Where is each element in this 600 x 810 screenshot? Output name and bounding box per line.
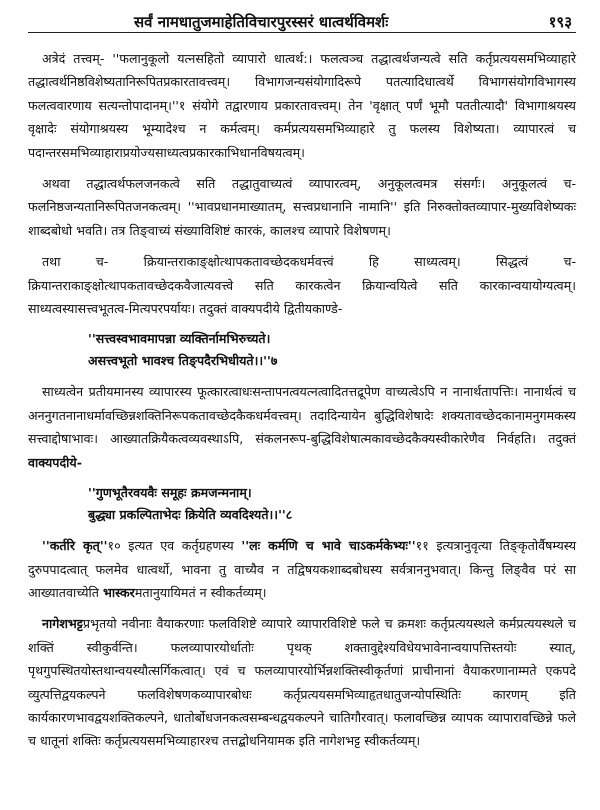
paragraph-4-source: वाक्यपदीये-: [28, 454, 82, 470]
paragraph-6-text: प्रभृतयो नवीनाः वैयाकरणाः फलविशिष्टे व्यापारे व्यापारविशिष्टे फले च क्रमशः कर्तृप्रत्ययस्थले कर्मप्रत्ययस्थले च शक्तिं स्वीकुर्वन्ति। फलव्यापारयोर्धातोः पृथक् शक्तावुद्देश्यविधेयभावेनान्वयापत्तिस्तयोः स्यात्, पृथगुपस्थितयोस्तथान्वयस्यौत्सर्गिकत्वात्। एवं च फलव्यापारयोर्भिन्नशक्तिस्वीकृर्तणां प्राचीनानां वैयाकरणानाम्मते एकपदे व्युत्पत्तिद्वयकल्पने फलविशेषणकव्यापारबोधः कर्तृप्रत्ययसमभिव्याहृतधातुजन्योपस्थितिः कारणम् इति कार्यकारणभावद्वयशक्तिकल्पने, धातोर्बोधजनकत्वसम्बन्धद्वयकल्पने चातिगौरवात्। फलावच्छिन्न व्यापक व्यापारावच्छिन्ने फले च धातूनां शक्तिः कर्तृप्रत्ययसमभिव्याहारश्च तत्तद्बोधनियामक इति नागेशभट्ट स्वीकर्तव्यम्।: [28, 616, 576, 749]
paragraph-6: [28, 612, 576, 752]
header-title: सर्वं नामधातुजमाहेतिविचारपुरस्सरं धात्वर्थविमर्शः: [134, 13, 389, 31]
name-bhaskara: भास्कर: [103, 584, 135, 600]
verse-quote-1: [88, 328, 576, 372]
verse-1-line-1: ''सत्त्वस्वभावमापन्ना व्यक्तिर्नामभिरुच्यते।: [88, 331, 271, 347]
verse-1-line-2: असत्त्वभूतो भावश्च तिङ्पदैरभिधीयते।।''७: [88, 353, 278, 369]
paragraph-4-text: साध्यत्वेन प्रतीयमानस्य व्यापारस्य फूत्कारत्वाधःसन्तापनत्वयत्नत्वादितत्तद्रूपेण वाच्यत्वेऽपि न नानार्थतापत्तिः। नानार्थत्वं च अननुगतनानाधर्मावच्छिन्नशक्तिनिरूपकतावच्छेदकैकधर्मवत्त्वम्। तदादिन्यायेन बुद्धिविशेषादेः शक्यतावच्छेदकानामनुगमकस्य सत्त्वाद्दोषाभावः। आख्यातक्रियैकत्वव्यवस्थाऽपि, संकलनरूप-बुद्धिविशेषात्मकावच्छेदकैक्यस्वीकारेणैव निर्वहति। तदुक्तं: [28, 384, 576, 447]
paragraph-5-text-b: ११ इत्यत्रानुवृत्या तिङ्कृतोर्वैषम्यस्य दुरुपपादत्वात् फलमेव धात्वर्थो, भावना तु वाच्यैव न तद्विषयकशाब्दबोधस्य सर्वत्राननुभवात्। किन्तु लिङ्वैव परं सा आख्यातवाच्येति: [28, 538, 577, 600]
paragraph-3: तथा च- क्रियान्तराकाङ्क्षोत्थापकतावच्छेदकधर्मवत्त्वं हि साध्यत्वम्। सिद्धत्वं च- क्रियान्तराकाङ्क्षोत्थापकतावच्छेदकवैजात्यवत्त्वे सति कारकत्वेन क्रियान्वयित्वे सति कारकान्वयायोग्यत्वम्। साध्यत्वस्यासत्त्वभूतत्व-मित्यपरपर्यायः। तदुक्तं वाक्यपदीये द्वितीयकाण्डे-: [28, 254, 576, 317]
paragraph-5-text-c: मतानुयायिमतं न स्वीकर्तव्यम्।: [134, 584, 267, 600]
paragraph-4: [28, 380, 576, 474]
paragraph-1: अत्रेदं तत्त्वम्- ''फलानुकूलो यत्नसहितो व्यापारो धात्वर्थ:। फलत्वञ्च तद्धात्वर्थजन्यत्वे सति कर्तृप्रत्ययसमभिव्याहारे तद्धात्वर्थनिष्ठविशेष्यतानिरूपितप्रकारतावत्त्वम्। विभागजन्यसंयोगादिरूपे पतत्यादिधात्वर्थे विभागसंयोगविभागस्य फलत्ववारणाय सत्यन्तोपादानम्।''१ संयोगे तद्वारणाय प्रकारतावत्त्वम्। तेन 'वृक्षात् पर्णं भूमौ पततीत्यादौ' विभागाश्रयस्य वृक्षादेः संयोगाश्रयस्य भूम्यादेश्च न कर्मत्वम्। कर्मप्रत्ययसमभिव्याहारे तु फलस्य विशेष्यता। व्यापारत्वं च पदान्तरसमभिव्याहाराप्रयोज्यसाध्यत्वप्रकारकाभिधानविषयत्वम्।: [28, 51, 576, 160]
verse-2-line-2: बुद्ध्या प्रकल्पिताभेदः क्रियेति व्यवदिश्यते।।''८: [88, 507, 293, 523]
paragraph-2: अथवा तद्धात्वर्थफलजनकत्वे सति तद्धातुवाच्यत्वं व्यापारत्वम्, अनुकूलत्वमत्र संसर्गः। अनुकूलत्वं च- फलनिष्ठजन्यतानिरूपितजनकत्वम्। ''भावप्रधानमाख्यातम्, सत्त्वप्रधानानि नामानि'' इति निरुक्तोक्तव्यापार-मुख्यविशेष्यकः शाब्दबोधो भवति। तत्र तिङ्वाच्यं संख्याविशिष्टं कारकं, कालश्च व्यापारे विशेषणम्।: [28, 176, 576, 238]
sutra-lah-karmani: ''लः कर्मणि च भावे चाऽकर्मकेभ्यः'': [241, 538, 416, 554]
running-header: [28, 8, 576, 33]
paragraph-5: [28, 534, 576, 604]
sutra-kartari: ''कर्तरि कृत्'': [42, 538, 108, 554]
name-nagesha: नागेशभट्ट: [42, 616, 83, 632]
verse-2-line-1: ''गुणभूतैरवयवैः समूहः क्रमजन्मनाम्।: [88, 485, 252, 501]
verse-quote-2: [88, 482, 576, 526]
paragraph-5-text-a: १० इत्यत एव कर्तृग्रहणस्य: [107, 538, 234, 554]
page-number: १९३: [548, 13, 572, 31]
